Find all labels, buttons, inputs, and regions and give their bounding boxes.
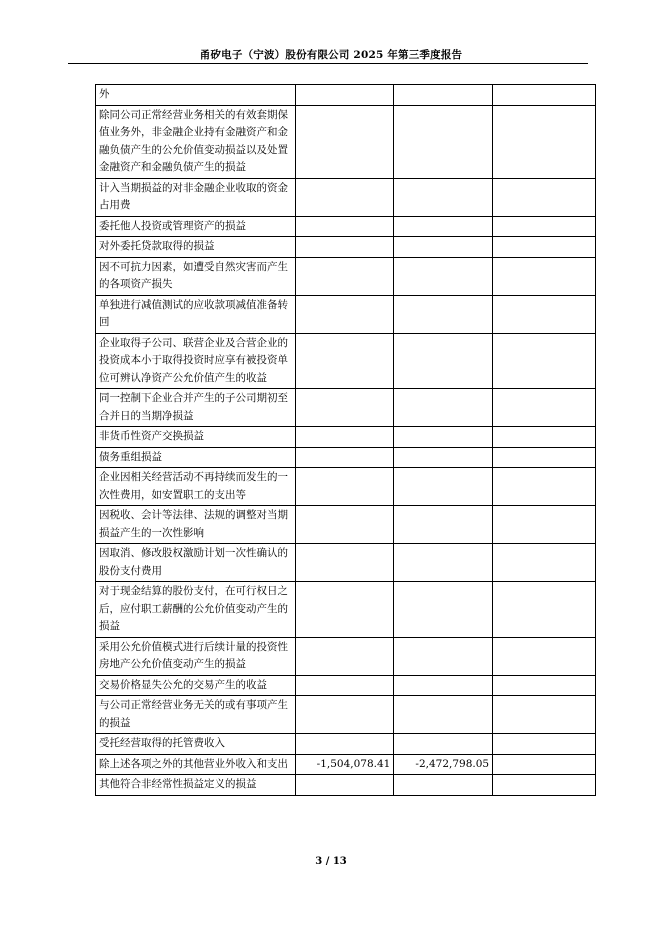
value-cell-current — [295, 237, 394, 258]
row-label-cell: 采用公允价值模式进行后续计量的投资性房地产公允价值变动产生的损益 — [96, 637, 296, 675]
row-label-cell: 企业取得子公司、联营企业及合营企业的投资成本小于取得投资时应享有被投资单位可辨认净资产公允价值产生的收益 — [96, 333, 296, 389]
table-row — [96, 257, 596, 295]
row-label-cell: 非货币性资产交换损益 — [96, 427, 296, 448]
value-cell-ytd — [394, 105, 493, 178]
row-label-cell: 因取消、修改股权激励计划一次性确认的股份支付费用 — [96, 544, 296, 582]
value-cell-current — [295, 257, 394, 295]
value-cell-ytd — [394, 637, 493, 675]
value-cell-current — [295, 216, 394, 237]
value-cell-ytd — [394, 675, 493, 696]
note-cell — [493, 775, 596, 796]
value-cell-current — [295, 295, 394, 333]
table-row — [96, 734, 596, 755]
table-row — [96, 468, 596, 506]
value-cell-current — [295, 696, 394, 734]
row-label-cell: 委托他人投资或管理资产的损益 — [96, 216, 296, 237]
row-label-cell: 债务重组损益 — [96, 447, 296, 468]
value-cell-ytd — [394, 295, 493, 333]
row-label-cell: 计入当期损益的对非金融企业收取的资金占用费 — [96, 178, 296, 216]
note-cell — [493, 754, 596, 775]
table-row — [96, 389, 596, 427]
table-row — [96, 333, 596, 389]
value-cell-ytd: -2,472,798.05 — [394, 754, 493, 775]
row-label-cell: 对于现金结算的股份支付，在可行权日之后，应付职工薪酬的公允价值变动产生的损益 — [96, 582, 296, 638]
row-label-cell: 交易价格显失公允的交易产生的收益 — [96, 675, 296, 696]
row-label-cell: 对外委托贷款取得的损益 — [96, 237, 296, 258]
value-cell-ytd — [394, 237, 493, 258]
note-cell — [493, 734, 596, 755]
value-cell-ytd — [394, 178, 493, 216]
value-cell-current — [295, 178, 394, 216]
value-cell-ytd — [394, 468, 493, 506]
value-cell-ytd — [394, 447, 493, 468]
table-row — [96, 178, 596, 216]
row-label-cell: 其他符合非经常性损益定义的损益 — [96, 775, 296, 796]
table-row — [96, 775, 596, 796]
note-cell — [493, 675, 596, 696]
note-cell — [493, 582, 596, 638]
note-cell — [493, 468, 596, 506]
value-cell-ytd — [394, 333, 493, 389]
value-cell-current — [295, 427, 394, 448]
value-cell-current — [295, 544, 394, 582]
table-row — [96, 105, 596, 178]
row-label-cell: 除同公司正常经营业务相关的有效套期保值业务外，非金融企业持有金融资产和金融负债产生的公允价值变动损益以及处置金融资产和金融负债产生的损益 — [96, 105, 296, 178]
note-cell — [493, 295, 596, 333]
table-row — [96, 675, 596, 696]
row-label-cell: 除上述各项之外的其他营业外收入和支出 — [96, 754, 296, 775]
note-cell — [493, 447, 596, 468]
non-recurring-gains-table — [95, 84, 596, 796]
value-cell-ytd — [394, 216, 493, 237]
value-cell-current — [295, 675, 394, 696]
table-row — [96, 544, 596, 582]
value-cell-current — [295, 468, 394, 506]
note-cell — [493, 237, 596, 258]
value-cell-current — [295, 85, 394, 106]
row-label-cell: 受托经营取得的托管费收入 — [96, 734, 296, 755]
row-label-cell: 外 — [96, 85, 296, 106]
value-cell-current: -1,504,078.41 — [295, 754, 394, 775]
header-divider — [68, 63, 588, 64]
row-label-cell: 同一控制下企业合并产生的子公司期初至合并日的当期净损益 — [96, 389, 296, 427]
table-row — [96, 637, 596, 675]
table-row — [96, 696, 596, 734]
value-cell-current — [295, 506, 394, 544]
note-cell — [493, 637, 596, 675]
table-row — [96, 237, 596, 258]
row-label-cell: 因不可抗力因素，如遭受自然灾害而产生的各项资产损失 — [96, 257, 296, 295]
value-cell-ytd — [394, 389, 493, 427]
value-cell-ytd — [394, 257, 493, 295]
note-cell — [493, 333, 596, 389]
page-header-title: 甬矽电子（宁波）股份有限公司 2025 年第三季度报告 — [199, 49, 463, 61]
table-row — [96, 447, 596, 468]
value-cell-current — [295, 775, 394, 796]
page-number: 3 / 13 — [315, 856, 347, 867]
value-cell-ytd — [394, 734, 493, 755]
value-cell-current — [295, 333, 394, 389]
row-label-cell: 企业因相关经营活动不再持续而发生的一次性费用，如安置职工的支出等 — [96, 468, 296, 506]
note-cell — [493, 696, 596, 734]
row-label-cell: 单独进行减值测试的应收款项减值准备转回 — [96, 295, 296, 333]
table-row — [96, 506, 596, 544]
value-cell-current — [295, 637, 394, 675]
value-cell-ytd — [394, 544, 493, 582]
table-row — [96, 295, 596, 333]
table-row — [96, 582, 596, 638]
note-cell — [493, 85, 596, 106]
note-cell — [493, 389, 596, 427]
value-cell-ytd — [394, 775, 493, 796]
row-label-cell: 因税收、会计等法律、法规的调整对当期损益产生的一次性影响 — [96, 506, 296, 544]
value-cell-current — [295, 734, 394, 755]
value-cell-current — [295, 582, 394, 638]
value-cell-ytd — [394, 506, 493, 544]
value-cell-current — [295, 447, 394, 468]
table-row — [96, 754, 596, 775]
note-cell — [493, 506, 596, 544]
value-cell-ytd — [394, 582, 493, 638]
note-cell — [493, 427, 596, 448]
note-cell — [493, 544, 596, 582]
table-row — [96, 216, 596, 237]
note-cell — [493, 178, 596, 216]
value-cell-current — [295, 389, 394, 427]
value-cell-ytd — [394, 85, 493, 106]
note-cell — [493, 105, 596, 178]
table-row — [96, 427, 596, 448]
value-cell-current — [295, 105, 394, 178]
value-cell-ytd — [394, 427, 493, 448]
table-row — [96, 85, 596, 106]
note-cell — [493, 257, 596, 295]
row-label-cell: 与公司正常经营业务无关的或有事项产生的损益 — [96, 696, 296, 734]
value-cell-ytd — [394, 696, 493, 734]
note-cell — [493, 216, 596, 237]
